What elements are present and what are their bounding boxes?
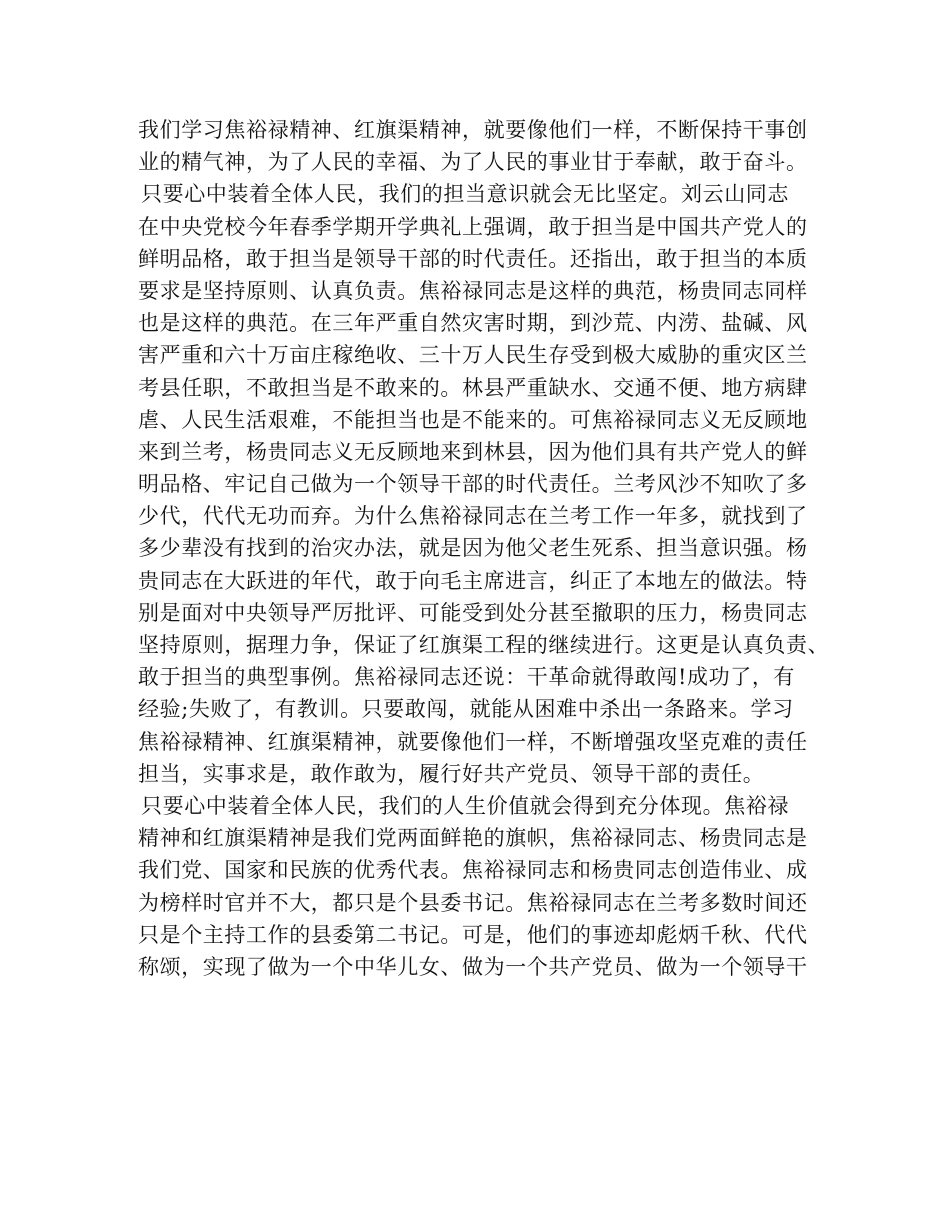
- text-line: 业的精气神，为了人民的幸福、为了人民的事业甘于奉献，敢于奋斗。: [138, 150, 808, 175]
- text-line: 虐、人民生活艰难，不能担当也是不能来的。可焦裕禄同志义无反顾地: [138, 407, 808, 432]
- document-body: [138, 114, 828, 983]
- text-line: 我们党、国家和民族的优秀代表。焦裕禄同志和杨贵同志创造伟业、成: [138, 858, 808, 883]
- text-line: 坚持原则，据理力争，保证了红旗渠工程的继续进行。这更是认真负责、: [138, 633, 830, 657]
- text-line: 在中央党校今年春季学期开学典礼上强调，敢于担当是中国共产党人的: [138, 214, 808, 239]
- text-line: 精神和红旗渠精神是我们党两面鲜艳的旗帜，焦裕禄同志、杨贵同志是: [138, 826, 808, 851]
- text-line: 别是面对中央领导严厉批评、可能受到处分甚至撤职的压力，杨贵同志: [138, 600, 808, 625]
- text-line: 要求是坚持原则、认真负责。焦裕禄同志是这样的典范，杨贵同志同样: [138, 278, 808, 303]
- text-line: 经验;失败了，有教训。只要敢闯，就能从困难中杀出一条路来。学习: [138, 697, 794, 722]
- text-line: 也是这样的典范。在三年严重自然灾害时期，到沙荒、内涝、盐碱、风: [138, 311, 808, 336]
- text-line: 多少辈没有找到的治灾办法，就是因为他父老生死系、担当意识强。杨: [138, 536, 808, 561]
- text-line: 明品格、牢记自己做为一个领导干部的时代责任。兰考风沙不知吹了多: [138, 472, 808, 497]
- text-line: 称颂，实现了做为一个中华儿女、做为一个共产党员、做为一个领导干: [138, 954, 808, 979]
- text-line: 担当，实事求是，敢作敢为，履行好共产党员、领导干部的责任。: [138, 761, 765, 786]
- paragraph: [138, 178, 828, 790]
- text-line: 只要心中装着全体人民，我们的人生价值就会得到充分体现。焦裕禄: [141, 793, 789, 818]
- text-line: 来到兰考，杨贵同志义无反顾地来到林县，因为他们具有共产党人的鲜: [138, 439, 808, 464]
- text-line: 为榜样时官并不大，都只是个县委书记。焦裕禄同志在兰考多数时间还: [138, 890, 808, 915]
- text-line: 贵同志在大跃进的年代，敢于向毛主席进言，纠正了本地左的做法。特: [138, 568, 808, 593]
- text-line: 焦裕禄精神、红旗渠精神，就要像他们一样，不断增强攻坚克难的责任: [138, 729, 808, 754]
- text-line: 只是个主持工作的县委第二书记。可是，他们的事迹却彪炳千秋、代代: [138, 922, 808, 947]
- text-line: 只要心中装着全体人民，我们的担当意识就会无比坚定。刘云山同志: [141, 182, 789, 207]
- text-line: 敢于担当的典型事例。焦裕禄同志还说：干革命就得敢闯!成功了，有: [138, 665, 796, 690]
- text-line: 鲜明品格，敢于担当是领导干部的时代责任。还指出，敢于担当的本质: [138, 246, 808, 271]
- paragraph: [138, 790, 828, 983]
- text-line: 少代，代代无功而弃。为什么焦裕禄同志在兰考工作一年多，就找到了: [138, 504, 808, 529]
- text-line: 我们学习焦裕禄精神、红旗渠精神，就要像他们一样，不断保持干事创: [138, 118, 808, 142]
- text-line: 考县任职，不敢担当是不敢来的。林县严重缺水、交通不便、地方病肆: [138, 375, 808, 400]
- text-line: 害严重和六十万亩庄稼绝收、三十万人民生存受到极大威胁的重灾区兰: [138, 343, 808, 368]
- paragraph: [138, 114, 828, 178]
